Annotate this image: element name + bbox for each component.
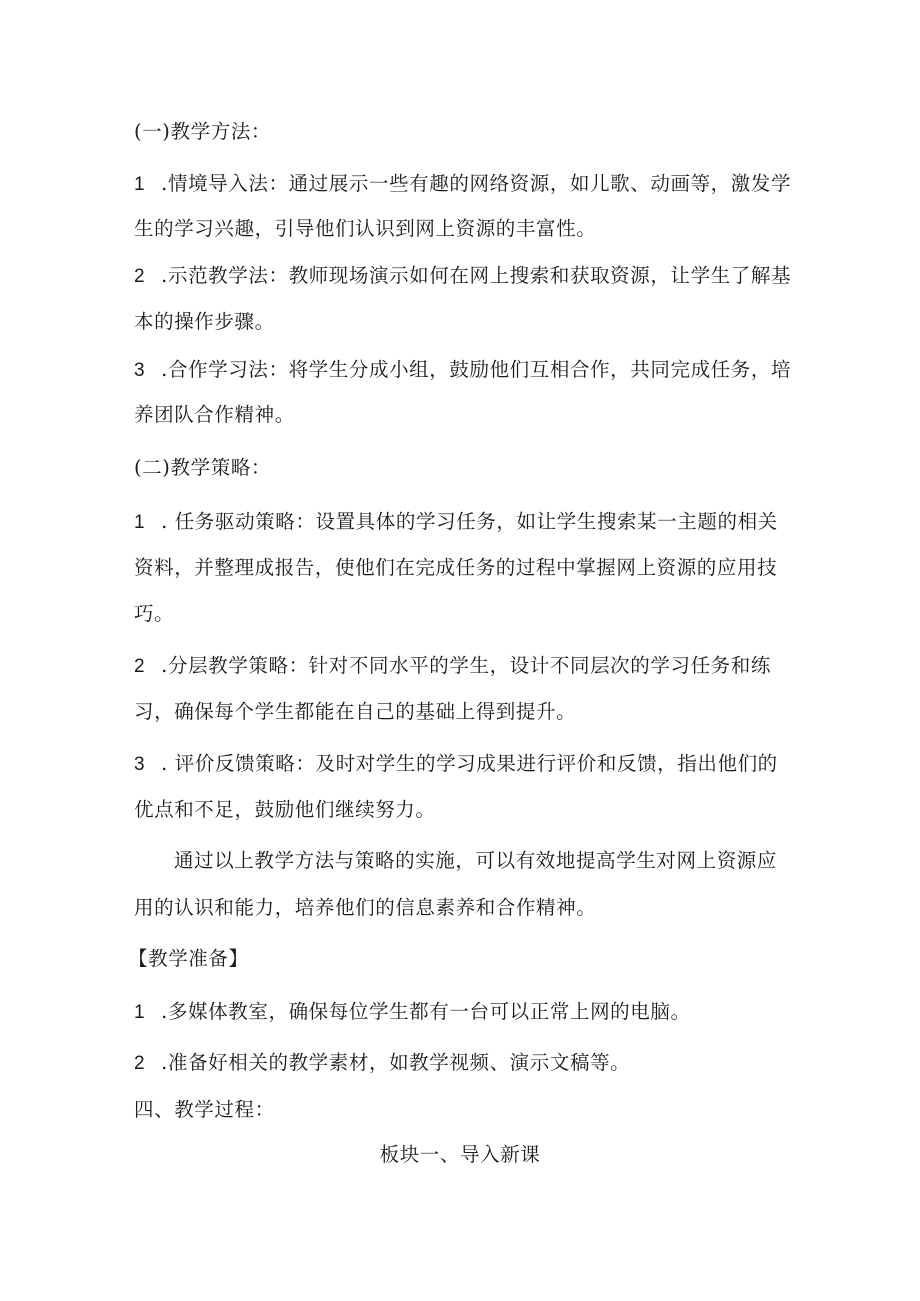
strategies-heading: (二)教学策略： <box>134 456 272 479</box>
list-text: .示范教学法：教师现场演示如何在网上搜索和获取资源，让学生了解基 <box>161 264 792 287</box>
strategy-1-line-2: 资料，并整理成报告，使他们在完成任务的过程中掌握网上资源的应用技 <box>134 556 778 579</box>
list-text: .分层教学策略：针对不同水平的学生，设计不同层次的学习任务和练 <box>161 654 771 677</box>
block-1-title: 板块一、导入新课 <box>379 1143 541 1166</box>
list-text: .准备好相关的教学素材，如教学视频、演示文稿等。 <box>161 1051 631 1074</box>
prep-heading: 【教学准备】 <box>128 947 249 970</box>
prep-2-line <box>134 1049 630 1078</box>
summary-line-1: 通过以上教学方法与策略的实施，可以有效地提高学生对网上资源应 <box>174 849 778 872</box>
strategy-3-line-1 <box>134 750 778 779</box>
list-text: . 评价反馈策略：及时对学生的学习成果进行评价和反馈，指出他们的 <box>161 752 778 775</box>
method-2-line-2: 本的操作步骤。 <box>134 310 275 333</box>
strategy-2-line-2: 习，确保每个学生都能在自己的基础上得到提升。 <box>134 700 577 723</box>
list-number: 2 <box>134 266 146 287</box>
method-3-line-1 <box>134 356 791 385</box>
list-number: 2 <box>134 656 146 677</box>
strategy-1-line-3: 巧。 <box>134 602 175 625</box>
list-number: 2 <box>134 1053 146 1074</box>
strategy-2-line-1 <box>134 652 771 681</box>
list-number: 1 <box>134 512 146 533</box>
list-number: 1 <box>134 1002 146 1023</box>
methods-heading: (一)教学方法： <box>134 120 272 143</box>
list-number: 3 <box>134 754 146 775</box>
summary-line-2: 用的认识和能力，培养他们的信息素养和合作精神。 <box>134 896 597 919</box>
list-text: . 任务驱动策略：设置具体的学习任务，如让学生搜索某一主题的相关 <box>161 510 778 533</box>
process-heading: 四、教学过程： <box>134 1098 275 1121</box>
method-2-line-1 <box>134 262 791 291</box>
method-1-line-2: 生的学习兴趣，引导他们认识到网上资源的丰富性。 <box>134 217 597 240</box>
prep-1-line <box>134 998 691 1027</box>
list-text: .情境导入法：通过展示一些有趣的网络资源，如儿歌、动画等，激发学 <box>161 172 792 195</box>
method-1-line-1 <box>134 170 791 199</box>
strategy-1-line-1 <box>134 508 778 537</box>
strategy-3-line-2: 优点和不足，鼓励他们继续努力。 <box>134 798 436 821</box>
list-number: 1 <box>134 174 146 195</box>
list-text: .多媒体教室，确保每位学生都有一台可以正常上网的电脑。 <box>161 1000 691 1023</box>
list-number: 3 <box>134 360 146 381</box>
list-text: .合作学习法：将学生分成小组，鼓励他们互相合作，共同完成任务，培 <box>161 358 792 381</box>
method-3-line-2: 养团队合作精神。 <box>134 403 295 426</box>
